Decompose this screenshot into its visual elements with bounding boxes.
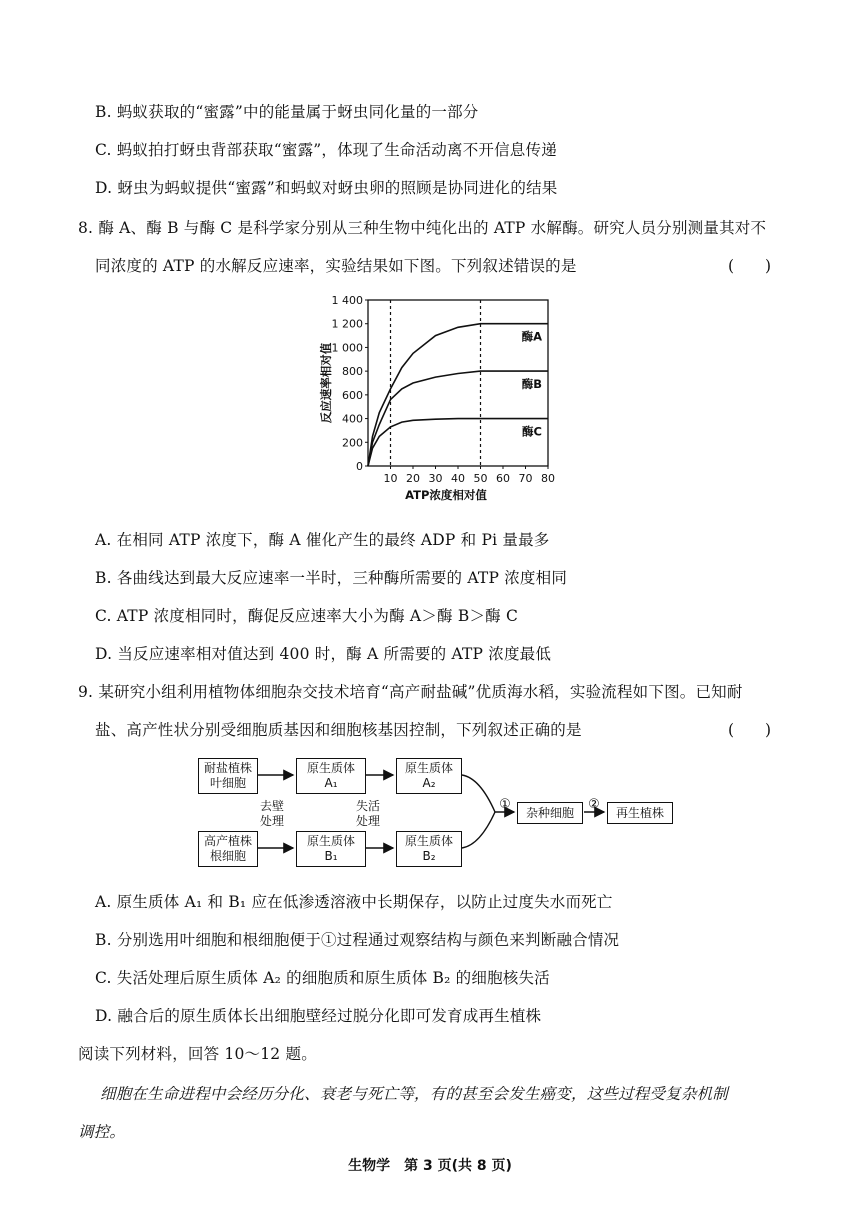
label-line: 去壁 bbox=[259, 799, 284, 813]
reading-intro: 阅读下列材料，回答 10～12 题。 bbox=[78, 1045, 317, 1063]
enzyme-rate-chart bbox=[310, 288, 570, 510]
label-inactivation bbox=[348, 799, 388, 829]
box-line: 叶细胞 bbox=[209, 776, 246, 790]
y-tick-label: 600 bbox=[342, 388, 363, 402]
y-tick-label: 400 bbox=[342, 412, 363, 426]
q9-answer-paren: ( ) bbox=[728, 721, 772, 739]
label-line: 处理 bbox=[259, 814, 284, 828]
material-line2: 调控。 bbox=[78, 1123, 126, 1141]
q7-option-d: D. 蚜虫为蚂蚁提供“蜜露”和蚂蚁对蚜虫卵的照顾是协同进化的结果 bbox=[95, 179, 558, 197]
q8-answer-paren: ( ) bbox=[728, 257, 772, 275]
page-footer: 生物学 第 3 页(共 8 页) bbox=[348, 1158, 512, 1174]
step-2-marker: ② bbox=[588, 797, 600, 812]
box-hybrid-cell: 杂种细胞 bbox=[517, 802, 583, 824]
label-line: 处理 bbox=[355, 814, 380, 828]
box-line: B₁ bbox=[324, 849, 338, 863]
box-high-yield-root-cell bbox=[198, 831, 258, 867]
series-label: 酶B bbox=[521, 377, 542, 392]
material-line1: 细胞在生命进程中会经历分化、衰老与死亡等，有的甚至会发生癌变，这些过程受复杂机制 bbox=[100, 1085, 729, 1103]
x-tick-label: 60 bbox=[496, 472, 510, 485]
box-salt-tolerant-leaf-cell bbox=[198, 758, 258, 794]
q8-stem-line1: 8. 酶 A、酶 B 与酶 C 是科学家分别从三种生物中纯化出的 ATP 水解酶。研究人员分别测量其对不 bbox=[78, 219, 767, 237]
box-line: 原生质体 bbox=[404, 834, 453, 848]
box-line: 原生质体 bbox=[306, 834, 355, 848]
box-protoplast-b2 bbox=[396, 831, 462, 867]
y-tick-label: 1 200 bbox=[331, 317, 363, 331]
box-line: A₂ bbox=[422, 776, 436, 790]
box-line: 耐盐植株 bbox=[203, 761, 252, 775]
x-tick-label: 20 bbox=[406, 472, 420, 485]
box-regenerated-plant: 再生植株 bbox=[607, 802, 673, 824]
q7-option-c: C. 蚂蚁拍打蚜虫背部获取“蜜露”，体现了生命活动离不开信息传递 bbox=[95, 141, 557, 159]
y-tick-label: 200 bbox=[342, 436, 363, 450]
box-line: A₁ bbox=[324, 776, 338, 790]
box-protoplast-a1 bbox=[296, 758, 366, 794]
q8-option-a: A. 在相同 ATP 浓度下，酶 A 催化产生的最终 ADP 和 Pi 量最多 bbox=[95, 531, 550, 549]
x-tick-label: 40 bbox=[451, 472, 465, 485]
x-axis-label: ATP浓度相对值 bbox=[405, 488, 487, 502]
x-tick-label: 10 bbox=[383, 472, 398, 485]
box-line: 原生质体 bbox=[404, 761, 453, 775]
q9-stem-line1: 9. 某研究小组利用植物体细胞杂交技术培育“高产耐盐碱”优质海水稻，实验流程如下图。已知耐 bbox=[78, 683, 743, 701]
y-tick-label: 800 bbox=[342, 365, 363, 379]
box-protoplast-b1 bbox=[296, 831, 366, 867]
series-label: 酶A bbox=[521, 329, 542, 344]
q8-option-c: C. ATP 浓度相同时，酶促反应速率大小为酶 A＞酶 B＞酶 C bbox=[95, 607, 519, 625]
x-tick-label: 50 bbox=[473, 472, 488, 485]
q9-option-b: B. 分别选用叶细胞和根细胞便于①过程通过观察结构与颜色来判断融合情况 bbox=[95, 931, 620, 949]
q9-option-c: C. 失活处理后原生质体 A₂ 的细胞质和原生质体 B₂ 的细胞核失活 bbox=[95, 969, 550, 987]
x-tick-label: 80 bbox=[541, 472, 555, 485]
q7-option-b: B. 蚂蚁获取的“蜜露”中的能量属于蚜虫同化量的一部分 bbox=[95, 103, 479, 121]
y-tick-label: 1 400 bbox=[331, 294, 363, 307]
series-line bbox=[368, 419, 548, 466]
y-axis-label: 反应速率相对值 bbox=[319, 342, 333, 424]
q8-option-d: D. 当反应速率相对值达到 400 时，酶 A 所需要的 ATP 浓度最低 bbox=[95, 645, 552, 663]
y-tick-label: 0 bbox=[356, 460, 363, 473]
box-line: B₂ bbox=[422, 849, 436, 863]
q8-stem-line2: 同浓度的 ATP 的水解反应速率，实验结果如下图。下列叙述错误的是 bbox=[95, 257, 577, 275]
box-line: 原生质体 bbox=[306, 761, 355, 775]
label-wall-removal bbox=[252, 799, 292, 829]
series-label: 酶C bbox=[522, 424, 542, 439]
q9-option-d: D. 融合后的原生质体长出细胞壁经过脱分化即可发育成再生植株 bbox=[95, 1007, 542, 1025]
x-tick-label: 70 bbox=[518, 472, 533, 485]
box-protoplast-a2 bbox=[396, 758, 462, 794]
q9-option-a: A. 原生质体 A₁ 和 B₁ 应在低渗透溶液中长期保存，以防止过度失水而死亡 bbox=[95, 893, 613, 911]
y-tick-label: 1 000 bbox=[331, 341, 363, 355]
box-line: 高产植株 bbox=[203, 834, 252, 848]
step-1-marker: ① bbox=[499, 797, 511, 812]
label-line: 失活 bbox=[355, 799, 380, 813]
q9-stem-line2: 盐、高产性状分别受细胞质基因和细胞核基因控制，下列叙述正确的是 bbox=[95, 721, 582, 739]
x-tick-label: 30 bbox=[428, 472, 443, 485]
q8-option-b: B. 各曲线达到最大反应速率一半时，三种酶所需要的 ATP 浓度相同 bbox=[95, 569, 568, 587]
box-line: 根细胞 bbox=[209, 849, 246, 863]
